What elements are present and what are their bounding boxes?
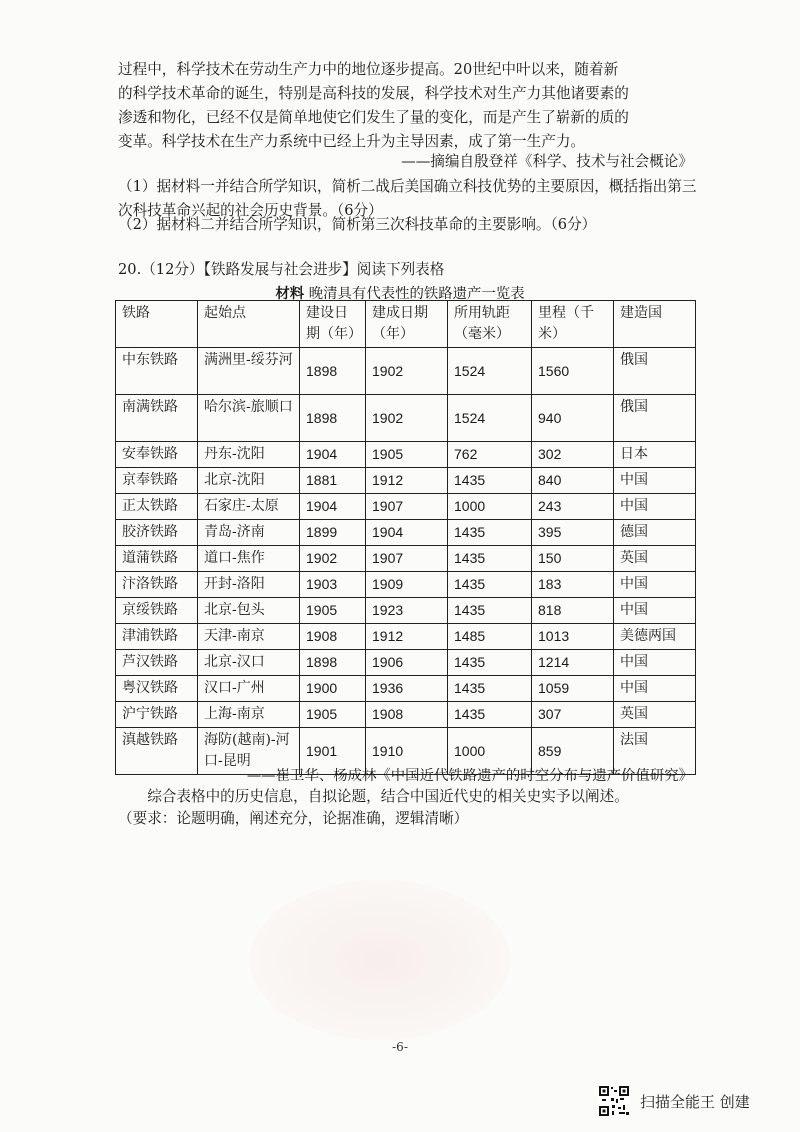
table-cell: 940 [532,395,614,442]
table-cell: 243 [532,494,614,520]
header-cell: 起始点 [198,301,300,348]
table-cell: 1902 [366,348,448,395]
table-row [116,650,696,676]
table-cell: 1435 [448,546,532,572]
table-cell: 1435 [448,702,532,728]
table-cell: 1000 [448,728,532,775]
table-cell: 俄国 [614,395,696,442]
table-cell: 1902 [366,395,448,442]
table-row [116,572,696,598]
table-cell: 840 [532,468,614,494]
question-20-task [118,786,708,830]
table-cell: 胶济铁路 [116,520,198,546]
table-cell: 1000 [448,494,532,520]
table-cell: 1908 [366,702,448,728]
table-cell: 1907 [366,494,448,520]
table-cell: 英国 [614,546,696,572]
table-cell: 1905 [300,598,366,624]
table-cell: 1435 [448,650,532,676]
table-cell: 302 [532,442,614,468]
table-cell: 英国 [614,702,696,728]
question-1: （1）据材料一并结合所学知识，简析二战后美国确立科技优势的主要原因，概括指出第三次科技革命兴起的社会历史背景。（6分） [118,178,697,219]
table-cell: 开封-洛阳 [198,572,300,598]
table-cell: 芦汉铁路 [116,650,198,676]
table-header-row [116,301,696,348]
text-line: 渗透和物化，已经不仅是简单地使它们发生了量的变化，而是产生了崭新的质的 [118,109,629,126]
table-cell: 南满铁路 [116,395,198,442]
table-cell: 汴洛铁路 [116,572,198,598]
table-row [116,676,696,702]
table-row [116,348,696,395]
table-cell: 1214 [532,650,614,676]
table-cell: 俄国 [614,348,696,395]
header-cell: 建设日期（年） [300,301,366,348]
table-cell: 石家庄-太原 [198,494,300,520]
table-cell: 1898 [300,348,366,395]
table-cell: 中东铁路 [116,348,198,395]
page-number: -6- [392,1040,408,1054]
table-cell: 1903 [300,572,366,598]
table-cell: 307 [532,702,614,728]
table-cell: 1904 [300,442,366,468]
railway-heritage-table [115,300,696,775]
table-cell: 1909 [366,572,448,598]
table-cell: 日本 [614,442,696,468]
table-cell: 1906 [366,650,448,676]
table-cell: 1907 [366,546,448,572]
table-cell: 150 [532,546,614,572]
table-cell: 安奉铁路 [116,442,198,468]
table-row [116,395,696,442]
task-text: 综合表格中的历史信息，自拟论题，结合中国近代史的相关史实予以阐述。 [147,788,629,805]
header-cell: 铁路 [116,301,198,348]
table-cell: 上海-南京 [198,702,300,728]
table-cell: 津浦铁路 [116,624,198,650]
table-cell: 1899 [300,520,366,546]
caption-tag: 材料 [275,285,305,302]
table-cell: 京奉铁路 [116,468,198,494]
table-cell: 道蒲铁路 [116,546,198,572]
table-cell: 中国 [614,572,696,598]
table-cell: 859 [532,728,614,775]
caption-text: 晚清具有代表性的铁路遗产一览表 [308,286,525,302]
table-cell: 汉口-广州 [198,676,300,702]
header-cell: 所用轨距（毫米） [448,301,532,348]
table-cell: 中国 [614,494,696,520]
table-cell: 中国 [614,676,696,702]
table-cell: 1435 [448,572,532,598]
table-cell: 1435 [448,598,532,624]
table-cell: 762 [448,442,532,468]
table-row [116,702,696,728]
question-20-heading: 20.（12分）【铁路发展与社会进步】阅读下列表格 [118,261,445,278]
table-cell: 海防(越南)-河口-昆明 [198,728,300,775]
text-line: 的科学技术革命的诞生，特别是高科技的发展，科学技术对生产力其他诸要素的 [118,85,629,102]
table-cell: 1904 [366,520,448,546]
qr-code-icon [598,1085,630,1117]
header-cell: 建造国 [614,301,696,348]
table-row [116,468,696,494]
table-cell: 1905 [366,442,448,468]
table-body [116,348,696,775]
table-cell: 1524 [448,395,532,442]
table-cell: 1485 [448,624,532,650]
table-cell: 1902 [300,546,366,572]
table-cell: 德国 [614,520,696,546]
task-requirement: （要求：论题明确，阐述充分，论据准确，逻辑清晰） [118,810,469,827]
table-row [116,494,696,520]
table-row [116,598,696,624]
material-two-text [118,58,698,154]
table-cell: 1898 [300,395,366,442]
table-cell: 1013 [532,624,614,650]
table-cell: 满洲里-绥芬河 [198,348,300,395]
table-cell: 1910 [366,728,448,775]
table-cell: 1059 [532,676,614,702]
table-cell: 道口-焦作 [198,546,300,572]
table-cell: 1904 [300,494,366,520]
table-cell: 北京-包头 [198,598,300,624]
table-cell: 法国 [614,728,696,775]
table-cell: 哈尔滨-旅顺口 [198,395,300,442]
table-cell: 1435 [448,520,532,546]
table-cell: 1560 [532,348,614,395]
table-cell: 1435 [448,676,532,702]
table-cell: 1881 [300,468,366,494]
table-cell: 1905 [300,702,366,728]
table-cell: 1912 [366,468,448,494]
paper-stain [250,880,510,1040]
text-line: 过程中，科学技术在劳动生产力中的地位逐步提高。20世纪中叶以来，随着新 [118,61,619,78]
question-2: （2）据材料二并结合所学知识，简析第三次科技革命的主要影响。（6分） [118,216,597,233]
table-cell: 1524 [448,348,532,395]
table-row [116,546,696,572]
watermark-text: 扫描全能王 创建 [640,1093,750,1111]
table-cell: 滇越铁路 [116,728,198,775]
table-cell: 1900 [300,676,366,702]
table-cell: 中国 [614,468,696,494]
table-cell: 395 [532,520,614,546]
table-cell: 北京-汉口 [198,650,300,676]
table-cell: 京绥铁路 [116,598,198,624]
table-cell: 1901 [300,728,366,775]
table-cell: 183 [532,572,614,598]
table-cell: 1923 [366,598,448,624]
table-cell: 北京-沈阳 [198,468,300,494]
table-cell: 1912 [366,624,448,650]
table-cell: 中国 [614,598,696,624]
table-cell: 沪宁铁路 [116,702,198,728]
table-row [116,520,696,546]
table-cell: 正太铁路 [116,494,198,520]
table-cell: 天津-南京 [198,624,300,650]
table-cell: 1435 [448,468,532,494]
table-cell: 1898 [300,650,366,676]
table-row [116,624,696,650]
table-source: ——崔卫华、杨成林《中国近代铁路遗产的时空分布与遗产价值研究》 [246,768,693,784]
text-line: 变革。科学技术在生产力系统中已经上升为主导因素，成了第一生产力。 [118,133,586,150]
table-cell: 青岛-济南 [198,520,300,546]
table-cell: 丹东-沈阳 [198,442,300,468]
table-cell: 美德两国 [614,624,696,650]
table-cell: 中国 [614,650,696,676]
table-cell: 818 [532,598,614,624]
header-cell: 里程（千米） [532,301,614,348]
table-cell: 1936 [366,676,448,702]
table-cell: 粤汉铁路 [116,676,198,702]
table-cell: 1908 [300,624,366,650]
material-source: ——摘编自殷登祥《科学、技术与社会概论》 [401,153,693,170]
table-row [116,442,696,468]
header-cell: 建成日期（年） [366,301,448,348]
